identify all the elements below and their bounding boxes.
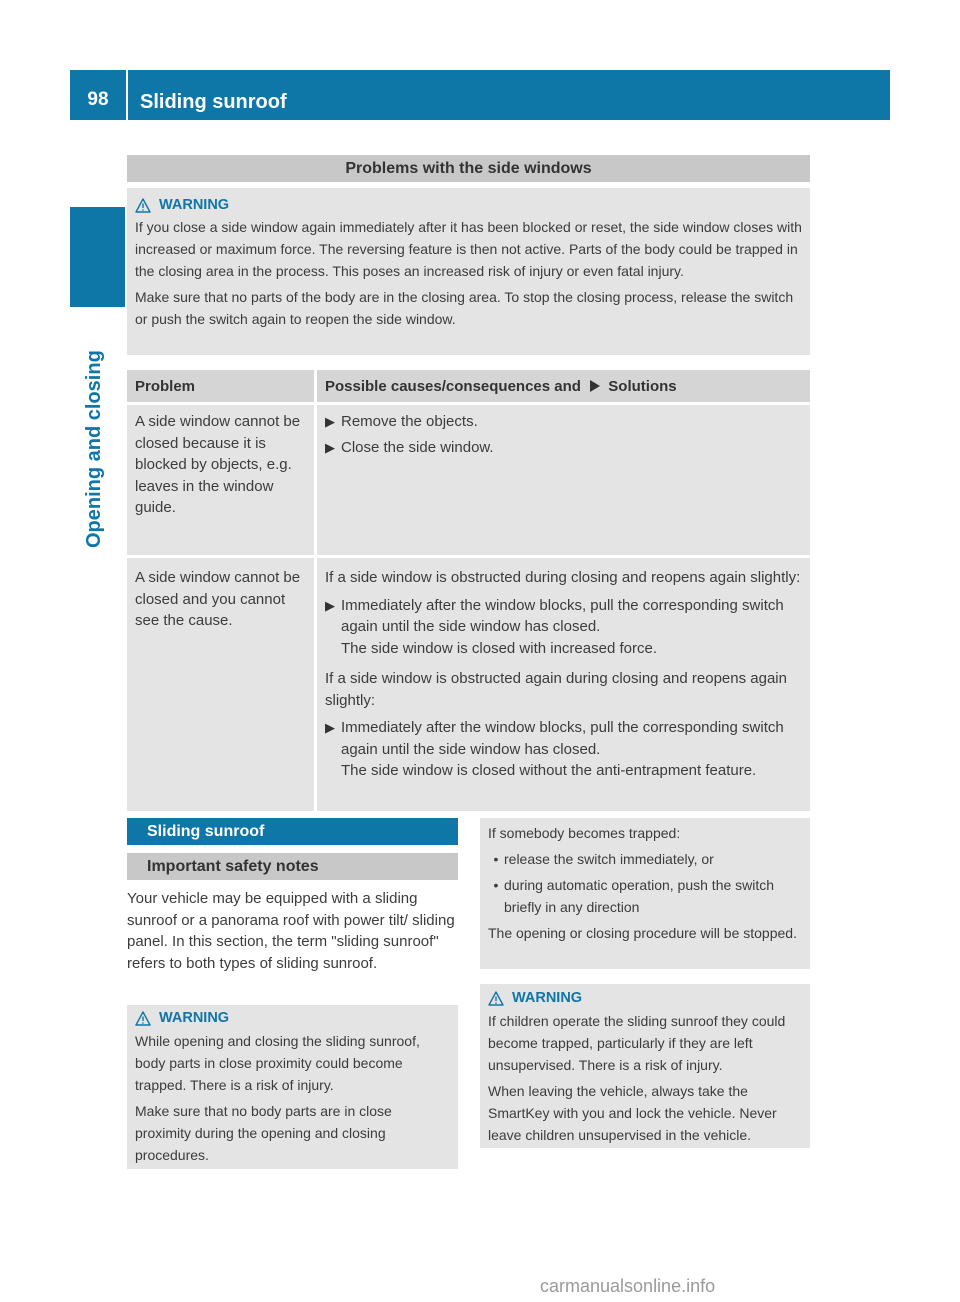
step-instruction: Immediately after the window blocks, pull the corresponding switch again until the side window has closed.: [341, 719, 784, 758]
troubleshooting-table: [127, 370, 810, 811]
warning-triangle-icon: [135, 1011, 151, 1026]
step-text: Remove the objects.: [341, 413, 478, 430]
intro-paragraph: Your vehicle may be equipped with a sliding sunroof or a panorama roof with power tilt/ sliding panel. In this section, the term "sliding sunroof" refers to both types of sliding sunroof.: [127, 890, 455, 972]
step-item: [325, 717, 802, 782]
warning-heading: [488, 986, 802, 1010]
row1-problem: A side window cannot be closed because it is blocked by objects, e.g. leaves in the window guide.: [135, 413, 301, 516]
row2-intro-2: If a side window is obstructed again during closing and reopens again slightly:: [325, 670, 787, 709]
page-header-title: Sliding sunroof: [140, 91, 287, 113]
trapped-info-box: [480, 818, 810, 969]
section-heading: Sliding sunroof: [127, 818, 458, 845]
watermark: carmanualsonline.info: [540, 1276, 716, 1296]
page-number: 98: [70, 70, 128, 120]
warning-box: [127, 188, 810, 355]
warning-box: [127, 1005, 458, 1169]
side-chapter-label-text: Opening and closing: [83, 350, 105, 548]
warning-text-2: Make sure that no parts of the body are in the closing area. To stop the closing process, release the switch or push the switch again to reopen the side window.: [135, 289, 794, 327]
list-item-text: during automatic operation, push the switch briefly in any direction: [504, 877, 775, 915]
side-tab-marker: [70, 207, 125, 307]
warning-heading: [135, 194, 802, 216]
list-item-text: release the switch immediately, or: [504, 851, 714, 867]
table-row: [127, 405, 810, 555]
list-item: [488, 848, 802, 870]
play-arrow-icon: ▶: [325, 597, 335, 613]
side-chapter-label: [81, 312, 121, 552]
warning-triangle-icon: [135, 198, 151, 213]
warning-box: [480, 984, 810, 1148]
play-arrow-icon: ▶: [325, 720, 335, 735]
table-header-solutions-pre: Possible causes/consequences and: [325, 378, 581, 395]
play-arrow-icon: ▶: [325, 439, 335, 455]
warning-label: WARNING: [159, 197, 230, 213]
warning-label: WARNING: [159, 1010, 230, 1026]
play-arrow-icon: [589, 380, 601, 392]
step-item: [325, 437, 802, 459]
page-header: [70, 70, 890, 120]
warning-text-1: If you close a side window again immediately after it has been blocked or reset, the side window closes with increased or maximum force. The reversing feature is then not active. Parts of the body could be trapped in the closing area in the process. This poses an increased risk of injury or even fatal injury.: [135, 219, 802, 279]
list-item: [488, 874, 802, 918]
row1-solutions: [314, 405, 810, 555]
play-arrow-icon: ▶: [325, 414, 335, 429]
step-text: Close the side window.: [341, 438, 494, 456]
step-item: [325, 595, 802, 660]
warning-text-2: When leaving the vehicle, always take the SmartKey with you and lock the vehicle. Never leave children unsupervised in the vehicle.: [488, 1083, 777, 1143]
row2-problem: A side window cannot be closed and you cannot see the cause.: [135, 569, 301, 629]
row2-solutions: [314, 558, 810, 811]
table-row: [127, 558, 810, 811]
warning-triangle-icon: [488, 991, 504, 1006]
bullet-icon: •: [493, 877, 499, 893]
table-header-solutions: [314, 370, 810, 402]
warning-text-2: Make sure that no body parts are in close proximity during the opening and closing procedures.: [135, 1103, 392, 1163]
warning-heading: [135, 1006, 450, 1030]
step-item: [325, 411, 802, 433]
table-header-solutions-post: Solutions: [608, 378, 677, 395]
step-text: [341, 717, 802, 782]
warning-text-1: If children operate the sliding sunroof they could become trapped, particularly if they are left unsupervised. There is a risk of injury.: [488, 1013, 786, 1073]
trapped-outro: The opening or closing procedure will be stopped.: [488, 925, 797, 941]
table-header-problem: Problem: [135, 378, 196, 395]
subsection-heading: Important safety notes: [127, 853, 458, 880]
row2-intro-1: If a side window is obstructed during closing and reopens again slightly:: [325, 569, 801, 586]
warning-label: WARNING: [512, 990, 583, 1006]
step-instruction: Immediately after the window blocks, pull the corresponding switch again until the side window has closed.: [341, 596, 784, 635]
step-result: The side window is closed without the anti-entrapment feature.: [341, 762, 757, 779]
step-result: The side window is closed with increased force.: [341, 639, 657, 657]
table-header: [127, 370, 810, 402]
trapped-intro: If somebody becomes trapped:: [488, 825, 681, 841]
section-title: Problems with the side windows: [127, 155, 810, 182]
warning-text-1: While opening and closing the sliding sunroof, body parts in close proximity could become trapped. There is a risk of injury.: [135, 1033, 420, 1093]
step-text: [341, 595, 802, 660]
bullet-icon: •: [493, 851, 499, 867]
